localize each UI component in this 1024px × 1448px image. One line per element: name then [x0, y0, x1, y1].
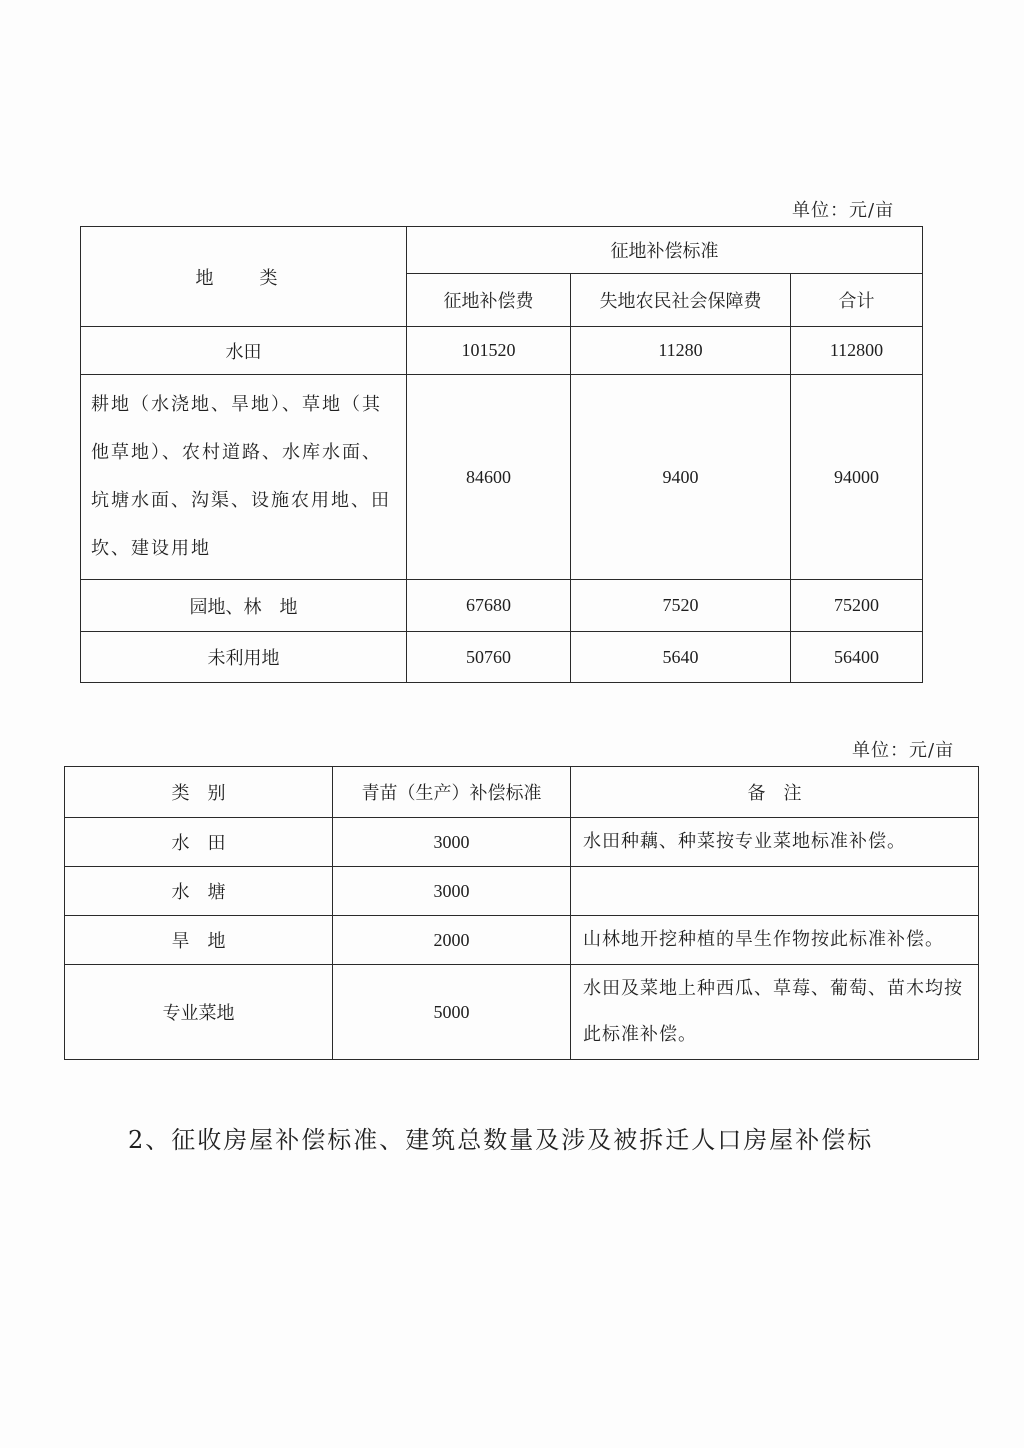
cell-remark: 水田种藕、种菜按专业菜地标准补偿。 [571, 818, 979, 867]
cell-social: 11280 [571, 327, 791, 375]
table-row [81, 327, 923, 375]
cell-category: 水田 [81, 327, 407, 375]
cell-category: 耕地（水浇地、旱地）、草地（其他草地）、农村道路、水库水面、坑塘水面、沟渠、设施农用地、田坎、建设用地 [81, 375, 407, 580]
cell-total: 112800 [791, 327, 923, 375]
header-land-category: 地 类 [81, 227, 407, 327]
table-row [81, 375, 923, 580]
cell-social: 5640 [571, 632, 791, 683]
cell-category: 水 塘 [65, 867, 333, 916]
cell-category: 专业菜地 [65, 965, 333, 1060]
header-social-security-fee: 失地农民社会保障费 [571, 274, 791, 327]
table-header-row [65, 767, 979, 818]
cell-category: 旱 地 [65, 916, 333, 965]
cell-fee: 67680 [407, 580, 571, 632]
table-row [81, 632, 923, 683]
cell-total: 56400 [791, 632, 923, 683]
header-total: 合计 [791, 274, 923, 327]
cell-category: 未利用地 [81, 632, 407, 683]
section-heading: 2、征收房屋补偿标准、建筑总数量及涉及被拆迁人口房屋补偿标 [128, 1126, 874, 1154]
land-compensation-table [80, 226, 923, 683]
header-remarks: 备 注 [571, 767, 979, 818]
header-compensation-standard: 征地补偿标准 [407, 227, 923, 274]
cell-category: 水 田 [65, 818, 333, 867]
header-category: 类 别 [65, 767, 333, 818]
cell-fee: 101520 [407, 327, 571, 375]
cell-remark: 山林地开挖种植的旱生作物按此标准补偿。 [571, 916, 979, 965]
cell-total: 75200 [791, 580, 923, 632]
cell-standard: 5000 [333, 965, 571, 1060]
cell-social: 9400 [571, 375, 791, 580]
header-compensation-fee: 征地补偿费 [407, 274, 571, 327]
cell-remark: 水田及菜地上种西瓜、草莓、葡萄、苗木均按此标准补偿。 [571, 965, 979, 1060]
cell-social: 7520 [571, 580, 791, 632]
table-row [65, 916, 979, 965]
cell-fee: 50760 [407, 632, 571, 683]
table-row [65, 867, 979, 916]
table2-unit-label: 单位：元/亩 [852, 740, 955, 761]
crop-compensation-table [64, 766, 979, 1060]
cell-fee: 84600 [407, 375, 571, 580]
table-row [65, 965, 979, 1060]
table1-unit-label: 单位：元/亩 [792, 200, 895, 221]
cell-standard: 3000 [333, 818, 571, 867]
table-header-row [81, 227, 923, 274]
cell-total: 94000 [791, 375, 923, 580]
table-row [81, 580, 923, 632]
header-crop-standard: 青苗（生产）补偿标准 [333, 767, 571, 818]
cell-standard: 2000 [333, 916, 571, 965]
cell-standard: 3000 [333, 867, 571, 916]
table-row [65, 818, 979, 867]
cell-remark [571, 867, 979, 916]
cell-category: 园地、林 地 [81, 580, 407, 632]
